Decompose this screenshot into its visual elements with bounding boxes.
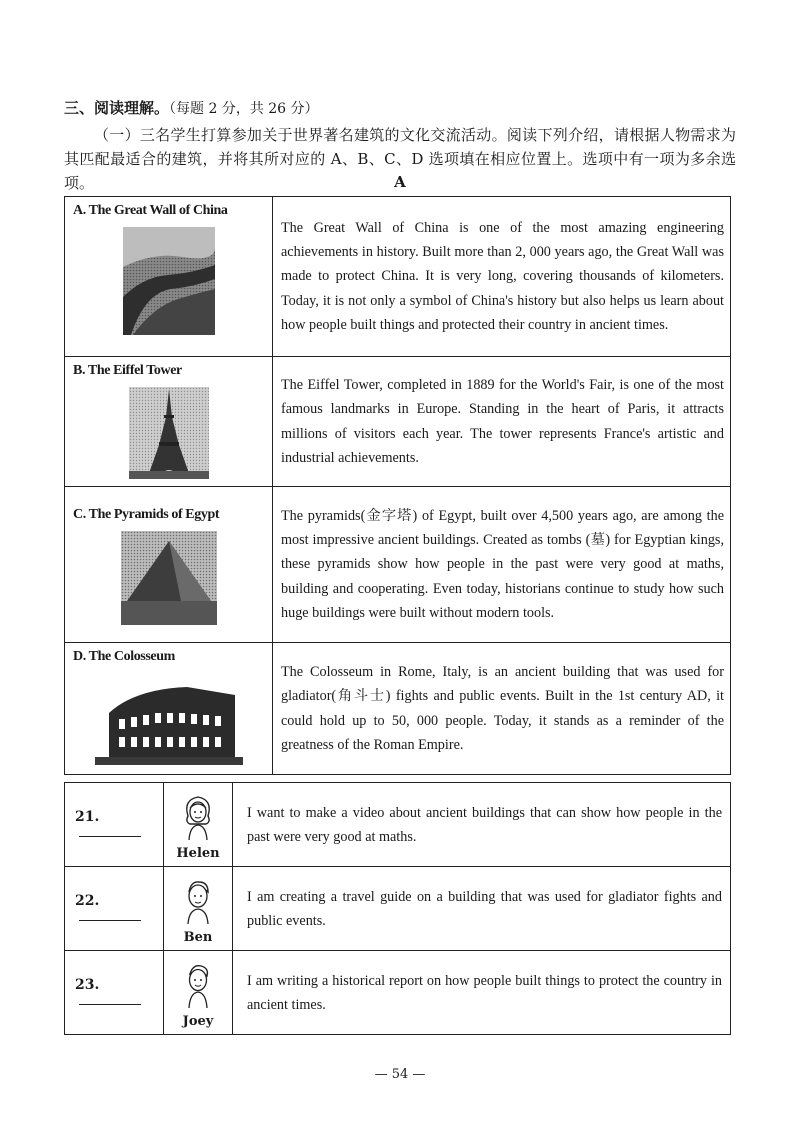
building-row-b	[65, 357, 731, 487]
page-number: — 54 —	[374, 1067, 426, 1082]
section-title-text: 三、阅读理解。	[64, 99, 170, 117]
building-description: The Great Wall of China is one of the most amazing engineering achievements in history. Built more than 2, 000 years ago, the Great Wall was made to protect China. It is very long, covering thousands of kilometers. Today, it is not only a symbol of China's history but also helps us learn about how people built things and protected their country in ancient times.	[273, 197, 731, 357]
section-title	[64, 97, 319, 118]
girl-avatar	[181, 794, 215, 840]
person-name: Ben	[183, 930, 213, 945]
section-score-note: （每题 2 分，共 26 分）	[169, 101, 319, 117]
building-description: The Colosseum in Rome, Italy, is an ancient building that was used for gladiator(角斗士) fights and public events. Built in the 1st century AD, it could hold up to 50, 000 people. Today, it stands as a reminder of the greatness of the Roman Empire.	[273, 643, 731, 775]
person-name: Helen	[176, 846, 220, 861]
building-name: C. The Pyramids of Egypt	[73, 507, 220, 522]
colosseum-photo	[95, 673, 243, 765]
people-table	[64, 782, 731, 1035]
great-wall-photo	[123, 227, 215, 335]
person-need: I want to make a video about ancient buildings that can show how people in the past were very good at maths.	[233, 783, 731, 867]
instructions: （一）三名学生打算参加关于世界著名建筑的文化交流活动。阅读下列介绍，请根据人物需求为其匹配最适合的建筑，并将其所对应的 A、B、C、D 选项填在相应位置上。选项中有一项为多余选项。	[64, 126, 736, 192]
person-row	[65, 951, 731, 1035]
pyramids-photo	[121, 531, 217, 625]
eiffel-tower-photo	[129, 387, 209, 479]
building-row-d	[65, 643, 731, 775]
answer-blank[interactable]	[79, 836, 141, 837]
person-row	[65, 867, 731, 951]
building-description: The pyramids(金字塔) of Egypt, built over 4,500 years ago, are among the most impressive ancient buildings. Created as tombs (墓) for Egyptian kings, these pyramids show how people in the past were very good at maths, building and cooperating. Even today, historians continue to study how such huge buildings were built without modern tools.	[273, 487, 731, 643]
question-number: 21.	[75, 808, 100, 825]
building-name: D. The Colosseum	[73, 649, 175, 664]
person-row	[65, 783, 731, 867]
answer-blank[interactable]	[79, 920, 141, 921]
buildings-table	[64, 196, 731, 775]
person-need: I am writing a historical report on how people built things to protect the country in ancient times.	[233, 951, 731, 1035]
boy-avatar	[181, 878, 215, 924]
building-description: The Eiffel Tower, completed in 1889 for the World's Fair, is one of the most famous landmarks in Europe. Standing in the heart of Paris, it attracts millions of visitors each year. The tower represents France's artistic and industrial achievements.	[273, 357, 731, 487]
question-number: 22.	[75, 892, 100, 909]
building-name: B. The Eiffel Tower	[73, 363, 182, 378]
person-need: I am creating a travel guide on a building that was used for gladiator fights and public events.	[233, 867, 731, 951]
building-row-c	[65, 487, 731, 643]
building-row-a	[65, 197, 731, 357]
boy-avatar	[181, 962, 215, 1008]
answer-blank[interactable]	[79, 1004, 141, 1005]
question-number: 23.	[75, 976, 100, 993]
person-name: Joey	[182, 1014, 214, 1029]
passage-label: A	[394, 173, 406, 191]
building-name: A. The Great Wall of China	[73, 203, 228, 218]
